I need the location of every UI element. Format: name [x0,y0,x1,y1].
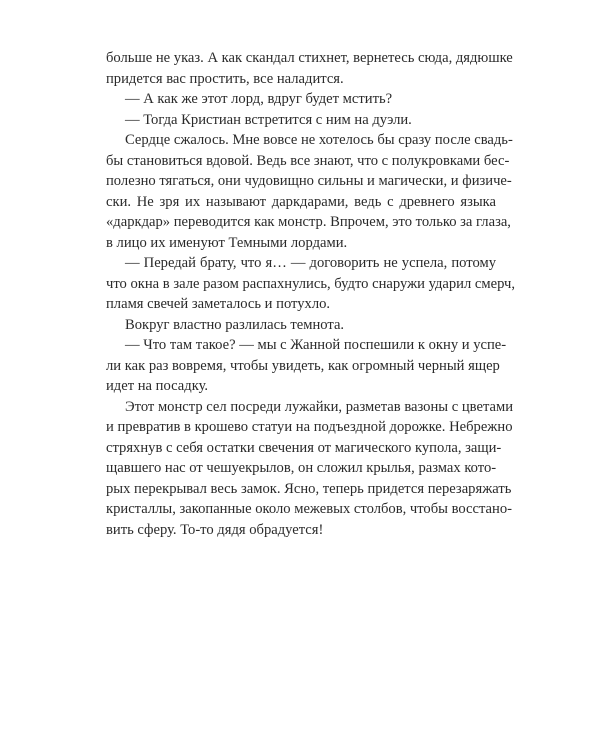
text-line: больше не указ. А как скандал стихнет, вернетесь сюда, дядюшке [106,50,513,66]
text-line: полезно тягаться, они чудовищно сильны и магически, и физиче- [106,173,512,189]
text-line: вить сферу. То-то дядя обрадуется! [106,521,324,538]
text-line: — Тогда Кристиан встретится с ним на дуэли. [125,111,412,128]
text-line: придется вас простить, все наладится. [106,70,344,87]
text-line: ли как раз вовремя, чтобы увидеть, как огромный черный ящер [106,357,500,374]
text-line: Этот монстр сел посреди лужайки, разметав вазоны с цветами [125,398,514,415]
text-line: ски. Не зря их называют даркдарами, ведь с древнего языка [106,193,496,210]
text-line: — Передай брату, что я… — договорить не успела, потому [125,255,496,271]
text-line: рых перекрывал весь замок. Ясно, теперь придется перезаряжать [106,480,512,497]
text-line: бы становиться вдовой. Ведь все знают, что с полукровками бес- [106,152,510,169]
text-line: стряхнув с себя остатки свечения от магического купола, защи- [106,439,502,456]
text-line: щавшего нас от чешуекрылов, он сложил крылья, размах кото- [106,460,497,476]
body-text [106,48,516,540]
text-line: что окна в зале разом распахнулись, будто снаружи ударил смерч, [106,275,516,292]
text-line: и превратив в крошево статуи на подъездной дорожке. Небрежно [106,419,513,435]
text-line: Сердце сжалось. Мне вовсе не хотелось бы сразу после свадь- [125,132,513,148]
text-line: кристаллы, закопанные около межевых столбов, чтобы восстано- [106,501,512,517]
text-line: в лицо их именуют Темными лордами. [106,234,348,251]
text-line: Вокруг властно разлилась темнота. [125,316,345,333]
text-line: «даркдар» переводится как монстр. Впрочем, это только за глаза, [106,214,511,230]
text-line: идет на посадку. [106,378,209,394]
text-line: пламя свечей заметалось и потухло. [106,296,331,312]
text-line: — Что там такое? — мы с Жанной поспешили к окну и успе- [125,337,507,353]
text-line: — А как же этот лорд, вдруг будет мстить? [125,91,393,107]
